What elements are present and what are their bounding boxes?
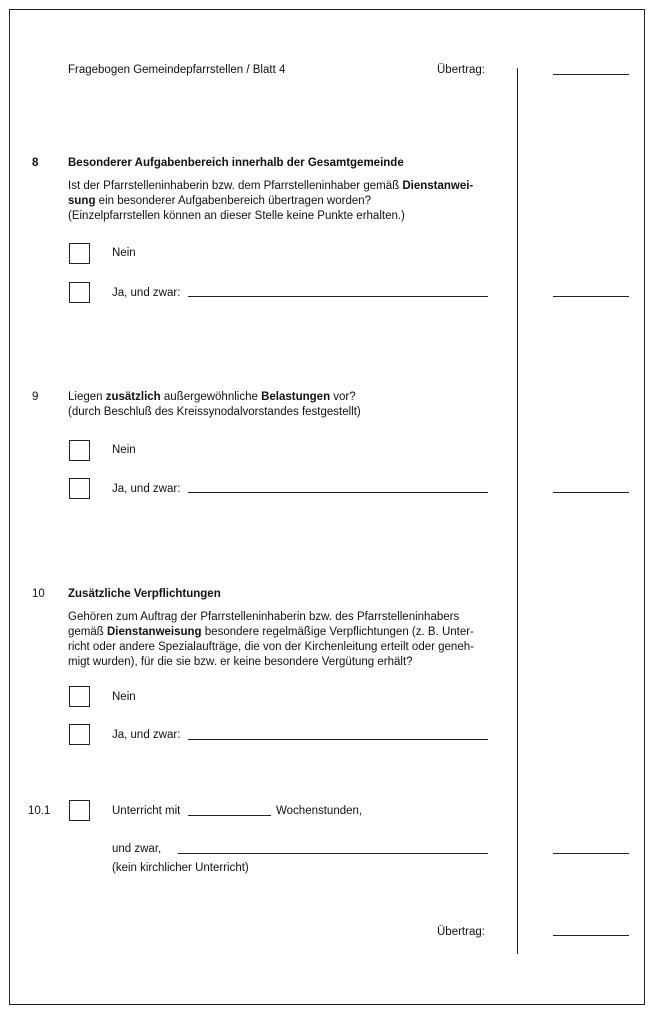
- label-10-1-post: Wochenstunden,: [276, 805, 363, 817]
- label-9-nein: Nein: [112, 444, 136, 456]
- text-field-8-ja[interactable]: [188, 296, 488, 297]
- text-field-9-ja[interactable]: [188, 492, 488, 493]
- label-10-1-und-zwar: und zwar,: [112, 843, 162, 855]
- section-10-number: 10: [32, 588, 45, 600]
- label-9-ja: Ja, und zwar:: [112, 483, 181, 495]
- checkbox-8-ja[interactable]: [69, 282, 90, 303]
- checkbox-10-nein[interactable]: [69, 686, 90, 707]
- section-10-1-number: 10.1: [28, 805, 51, 817]
- points-field-9[interactable]: [553, 492, 629, 493]
- section-8-question: Ist der Pfarrstelleninhaberin bzw. dem Pfarrstelleninhaber gemäß Dienstanwei- sung ein besonderer Aufgabenbereich übertragen worden? (Einzelpfarrstellen können an dieser Stelle keine Punkte erhalten.): [68, 180, 474, 222]
- section-9-number: 9: [32, 391, 39, 403]
- carry-over-label-top: Übertrag:: [437, 64, 485, 76]
- note-10-1: (kein kirchlicher Unterricht): [112, 862, 249, 874]
- label-10-ja: Ja, und zwar:: [112, 729, 181, 741]
- checkbox-10-ja[interactable]: [69, 724, 90, 745]
- checkbox-10-1[interactable]: [69, 800, 90, 821]
- section-10-question: Gehören zum Auftrag der Pfarrstelleninhaberin bzw. des Pfarrstelleninhabers gemäß Dienstanweisung besondere regelmäßige Verpflichtungen (z. B. Unter- richt oder andere Spezialaufträge, die von der Kirchenleitung erteilt oder geneh- migt wurden), für die sie bzw. er keine besondere Vergütung erhält?: [68, 611, 474, 668]
- carry-over-field-top[interactable]: [553, 74, 629, 75]
- section-10-heading: Zusätzliche Verpflichtungen: [68, 588, 221, 600]
- label-10-1-pre: Unterricht mit: [112, 805, 181, 817]
- section-8-heading: Besonderer Aufgabenbereich innerhalb der Gesamtgemeinde: [68, 157, 404, 169]
- text-field-10-ja[interactable]: [188, 739, 488, 740]
- points-field-10-1[interactable]: [553, 853, 629, 854]
- form-title: Fragebogen Gemeindepfarrstellen / Blatt 4: [68, 64, 286, 76]
- text-field-10-1[interactable]: [178, 853, 488, 854]
- hours-field-10-1[interactable]: [188, 815, 271, 816]
- label-8-ja: Ja, und zwar:: [112, 287, 181, 299]
- section-9-question: Liegen zusätzlich außergewöhnliche Belastungen vor? (durch Beschluß des Kreissynodalvorstandes festgestellt): [68, 391, 361, 418]
- section-8-number: 8: [32, 157, 39, 169]
- carry-over-label-bottom: Übertrag:: [437, 926, 485, 938]
- column-divider: [517, 68, 518, 954]
- checkbox-9-ja[interactable]: [69, 478, 90, 499]
- label-8-nein: Nein: [112, 247, 136, 259]
- checkbox-8-nein[interactable]: [69, 243, 90, 264]
- carry-over-field-bottom[interactable]: [553, 935, 629, 936]
- checkbox-9-nein[interactable]: [69, 440, 90, 461]
- points-field-8[interactable]: [553, 296, 629, 297]
- label-10-nein: Nein: [112, 691, 136, 703]
